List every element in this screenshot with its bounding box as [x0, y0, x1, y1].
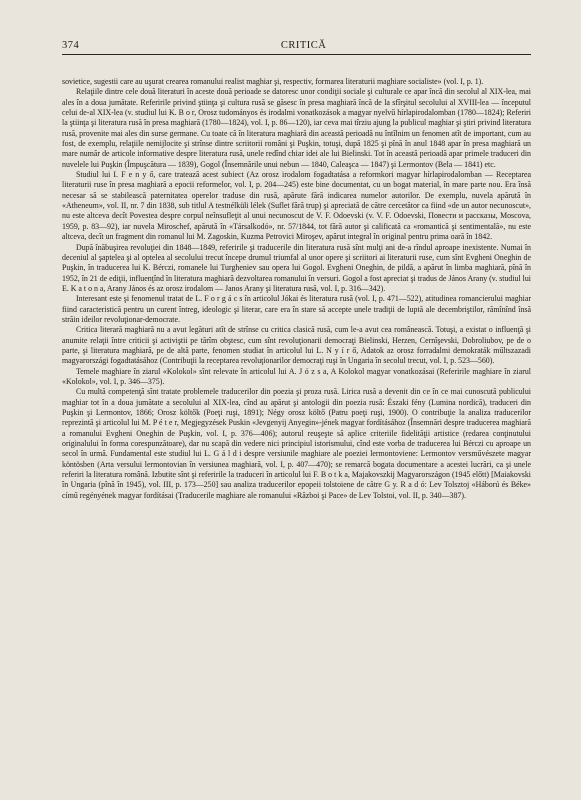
header-rule — [62, 54, 531, 55]
paragraph: Temele maghiare în ziarul «Kolokol» sînt relevate în articolul lui A. J ó z s a, A Kolokol magyar vonatkozásai (Referirile maghiare în ziarul «Kolokol», vol. I, p. 346—375). — [62, 366, 531, 386]
paragraph: Interesant este şi fenomenul tratat de L. F o r g á c s în articolul Jókai és literatura rusă (vol. I, p. 471—522), atitudinea romancierului maghiar fiind caracteristică pentru un curent întreg, ideologic şi literar, care era în stare să accepte unele tradiţii de luptă ale decembriştilor, rămînînd însă străin ideilor revoluţionar-democrate. — [62, 294, 531, 324]
paragraph: Critica literară maghiară nu a avut legături atît de strînse cu critica clasică rusă, cum le-a avut cea românească. Totuşi, a existat o influenţă şi anumite relaţii între criticii şi activiştii pe tărîm obştesc, cum sînt revoluţionarii democraţi Bielinski, Herzen, Cernîşevski, Dobroliubov, pe de o parte, şi literatura maghiară, pe de altă parte, fenomen studiat în articolul lui L. N y í r ő, Adatok az orosz forradalmi demokraták műltszazadi magyarországi fogadtatásához (Contribuţii la receptarea revoluţionarilor democraţi ruşi în Ungaria în secolul trecut, vol. I, p. 523—560). — [62, 325, 531, 366]
page-number: 374 — [62, 40, 80, 51]
paragraph: Cu multă competenţă sînt tratate problemele traducerilor din poezia şi proza rusă. Lirica rusă a devenit din ce în ce mai cunoscută publicului maghiar tot în a doua jumătate a secolului al XIX-lea, cînd au apărut şi antologii din poezia rusă: Északi fény (Lumina nordică), traduceri din Puşkin şi Lermontov, 1866; Orosz költők (Poeţi ruşi, 1891); Négy orosz költő (Patru poeţi ruşi, 1900). O contribuţie la analiza traducerilor reprezintă şi articolul lui M. P é t e r, Megjegyzések Puskin «Jevgenyij Anyegin»-jének magyar fordításához (Însemnări despre traducerea maghiară a romanului Evgheni Oneghin de Puşkin, vol. I, p. 376—406); autorul reuşeşte să aplice criteriile fidelităţii artistice (redarea conţinutului originalului în forma corespunzătoare), dar nu scapă din vedere nici principiul istorismului, cînd este vorba de traducerea lui Bérczi cu aproape un secol în urmă. Fundamental este studiul lui L. G á l d i despre versiunile maghiare ale poeziei lermontoviene: Lermontov versművészete magyar köntösben (Arta versului lermontovian în versiunea maghiară, vol. I, p. 407—470); se remarcă bogata documentare a acestei lucrări, ca şi unele referiri la literatura română. Izbutite sînt şi referirile la traduceri în articolul lui F. B o t k a, Majakovszkij Magyarországon (1945 előtt) [Maiakovski în Ungaria (pînă în 1945), vol. III, p. 173—250] sau analiza traducerilor epopeii tolstoiene de către G y. R a d ó: Lev Tolsztoj «Háború és Béke» című regényének magyar fordításai (Traducerile maghiare ale romanului «Război şi Pace» de Lev Tolstoi, vol. II, p. 340—387). — [62, 387, 531, 500]
paragraph: sovietice, sugestii care au uşurat crearea romanului realist maghiar şi, respectiv, formarea literaturii maghiare socialiste» (vol. I, p. 1). — [62, 77, 484, 86]
paragraph: După înăbuşirea revoluţiei din 1848—1849, referirile şi traducerile din literatura rusă sînt mulţi ani de-a rîndul aproape inexistente. Numai în deceniul al şaptelea şi al optelea al secolului trecut începe drumul triumfal al unor opere şi scriitori ai literaturii ruse, cum sînt Evgheni Oneghin de Puşkin, în traducerea lui K. Bérczi, romanele lui Turgheniev sau opera lui Gogol. Evgheni Oneghin, de pildă, a apărut în limba maghiară, pînă în 1952, în 21 de ediţii, influenţînd în literatura maghiară dezvoltarea romanului în versuri. Gogol a fost apreciat şi tradus de János Arany (v. studiul lui E. K a t o n a, Arany János és az orosz irodalom — Janos Arany şi literatura rusă, vol. I, p. 316—342). — [62, 242, 531, 293]
body-text — [62, 77, 531, 501]
paragraph: Relaţiile dintre cele două literaturi în aceste două perioade se datoresc unor condiţii sociale şi culturale ce apar încă din secolul al XIX-lea, mai ales în a doua jumătate. Referirile privind ştiinţa şi cultura rusă se găsesc în presa maghiară încă de la sfîrşitul secolului al XVIII-lea — începutul celui de-al XIX-lea (v. studiul lui K. B o r, Orosz tudományos és irodalmi vonatkozások a magyar nyelvű hírlapirodalomban (1780—1824); Referiri la ştiinţa şi literatura rusă în presa maghiară (1780—1824), vol. I, p. 86—120), iar ceva mai tîrziu ajung la publicul maghiar şi ştiri privind literatura rusă, provenite mai ales din surse germane. Cu toate că în literatura maghiară din această perioadă nu întîlnim un fenomen atît de important, cum au fost, de exemplu, relaţiile nemijlocite şi strînse dintre scriitorii români şi Puşkin, totuşi, după 1825 şi pînă în anul 1848 apar în presa maghiară un mare număr de articole informative despre literatura rusă, unele redînd chiar idei ale lui Bielinski. Tot în această perioadă apar primele traduceri din nuvelele lui Puşkin (Împuşcătura — 1839), Gogol (Însemnările unui nebun — 1840, Caleaşca — 1847) şi Lermontov (Bela — 1841) etc. — [62, 87, 531, 169]
paragraph: Studiul lui I. F e n y ő, care tratează acest subiect (Az orosz irodalom fogadtatása a reformkori magyar hírlapirodalomban — Receptarea literaturii ruse în presa maghiară a epocii reformelor, vol. I, p. 204—245) este bine documentat, cu un bogat material, în mare parte nou. Era însă necesar să se stabilească paternitatea operelor traduse din rusă, apărute fără indicarea numelor autorilor. De exemplu, nuvela apărută în «Atheneum», vol. II, nr. 7 din 1838, sub titlul A testnélküli lélek (Suflet fără trup) şi apreciată de către cercetător ca fiind «de un autor necunoscut», nu este altceva decît Povestea despre corpul neînsufleţit al unui necunoscut de V. F. Odoevski (v. V. F. Odoevski, Повести и рассказы, Moscova, 1959, p. 83—92), iar nuvela Miroschef, apărută în «Társalkodó», nr. 57/1844, tot fără autor şi calificată ca «romantică şi sentimentală», nu este altceva, decît un fragment din romanul lui M. Zagoskin, Kuzma Petrovici Miroşev, apărut integral în original pentru prima oară în 1842. — [62, 170, 531, 242]
running-title: CRITICĂ — [280, 40, 327, 51]
page-header — [62, 40, 531, 54]
